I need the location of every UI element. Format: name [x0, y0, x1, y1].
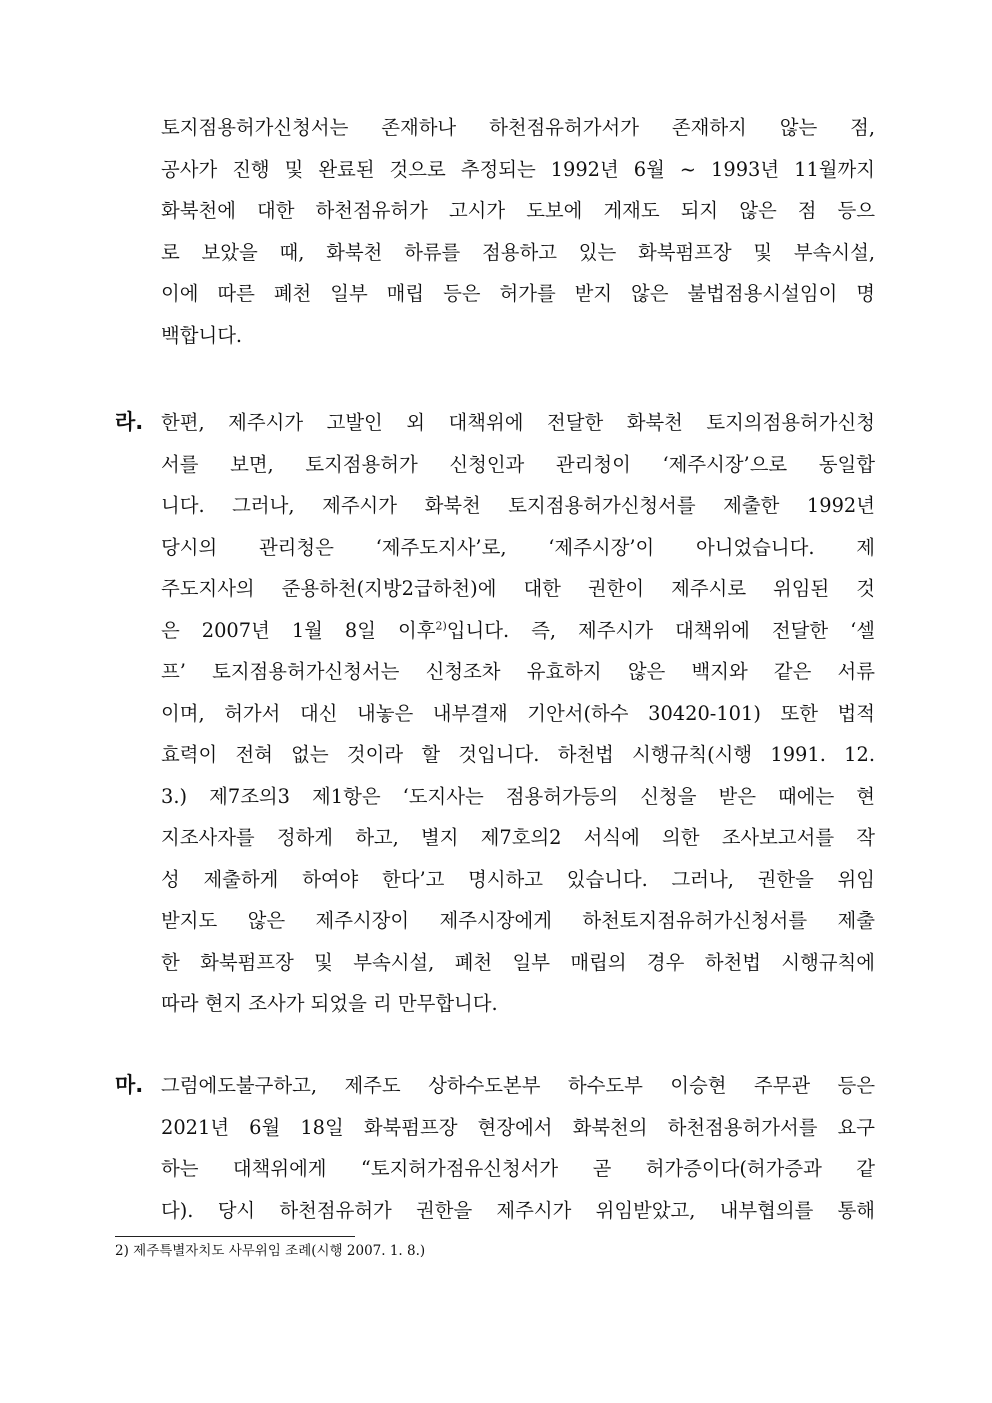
footnote: 2) 제주특별자치도 사무위임 조례(시행 2007. 1. 8.): [115, 1243, 426, 1259]
text-line: 이며, 허가서 대신 내놓은 내부결재 기안서(하수 30420-101) 또한 법적: [161, 701, 875, 725]
footnote-separator: [115, 1236, 355, 1237]
text-line: 3.) 제7조의3 제1항은 ‘도지사는 점용허가등의 신청을 받은 때에는 현: [161, 784, 875, 808]
text-line: 화북천에 대한 하천점유허가 고시가 도보에 게재도 되지 않은 점 등으: [161, 199, 875, 222]
text-line: 로 보았을 때, 화북천 하류를 점용하고 있는 화북펌프장 및 부속시설,: [161, 240, 875, 264]
text-line: 서를 보면, 토지점용허가 신청인과 관리청이 ‘제주시장’으로 동일합: [161, 452, 875, 476]
paragraph-ma: [115, 1065, 875, 1231]
text-line: 당시의 관리청은 ‘제주도지사’로, ‘제주시장’이 아니었습니다. 제: [161, 535, 875, 559]
text-line: 2021년 6월 18일 화북펌프장 현장에서 화북천의 하천점용허가서를 요구: [161, 1115, 875, 1139]
paragraph-marker: 라.: [115, 410, 144, 434]
text-line: 이에 따른 폐천 일부 매립 등은 허가를 받지 않은 불법점용시설임이 명: [161, 282, 875, 305]
text-line: 백합니다.: [161, 323, 243, 347]
text-line: 프’ 토지점용허가신청서는 신청조차 유효하지 않은 백지와 같은 서류: [161, 660, 875, 683]
text-line: 지조사자를 정하게 하고, 별지 제7호의2 서식에 의한 조사보고서를 작: [161, 826, 875, 849]
text-line: 공사가 진행 및 완료된 것으로 추정되는 1992년 6월 ~ 1993년 11월까지: [161, 157, 875, 181]
text-line: 그럼에도불구하고, 제주도 상하수도본부 하수도부 이승현 주무관 등은: [161, 1074, 875, 1097]
text-line: 효력이 전혀 없는 것이라 할 것입니다. 하천법 시행규칙(시행 1991. 12.: [161, 743, 875, 766]
paragraph-continuation: [115, 107, 875, 356]
text-line: 한 화북펌프장 및 부속시설, 폐천 일부 매립의 경우 하천법 시행규칙에: [161, 950, 875, 974]
text-line: 따라 현지 조사가 되었을 리 만무합니다.: [161, 992, 498, 1015]
text-line: 받지도 않은 제주시장이 제주시장에게 하천토지점유허가신청서를 제출: [161, 909, 875, 932]
footnote-reference[interactable]: 2): [435, 619, 447, 633]
text-line: 토지점용허가신청서는 존재하나 하천점유허가서가 존재하지 않는 점,: [161, 116, 875, 139]
text-line: 다). 당시 하천점유허가 권한을 제주시가 위임받았고, 내부협의를 통해: [161, 1198, 875, 1222]
text-line: 주도지사의 준용하천(지방2급하천)에 대한 권한이 제주시로 위임된 것: [161, 577, 875, 600]
text-segment: 은 2007년 1월 8일 이후: [161, 618, 436, 642]
text-line: 한편, 제주시가 고발인 외 대책위에 전달한 화북천 토지의점용허가신청: [161, 411, 875, 434]
text-line: 니다. 그러나, 제주시가 화북천 토지점용허가신청서를 제출한 1992년: [161, 494, 875, 517]
paragraph-marker: 마.: [115, 1073, 144, 1097]
text-line: 하는 대책위에게 “토지허가점유신청서가 곧 허가증이다(허가증과 같: [161, 1157, 875, 1180]
text-segment: 입니다. 즉, 제주시가 대책위에 전달한 ‘셀: [446, 618, 875, 642]
text-line-with-footnote: [161, 610, 875, 652]
paragraph-ra: [115, 402, 875, 1025]
text-line: 성 제출하게 하여야 한다’고 명시하고 있습니다. 그러나, 권한을 위임: [161, 867, 875, 891]
